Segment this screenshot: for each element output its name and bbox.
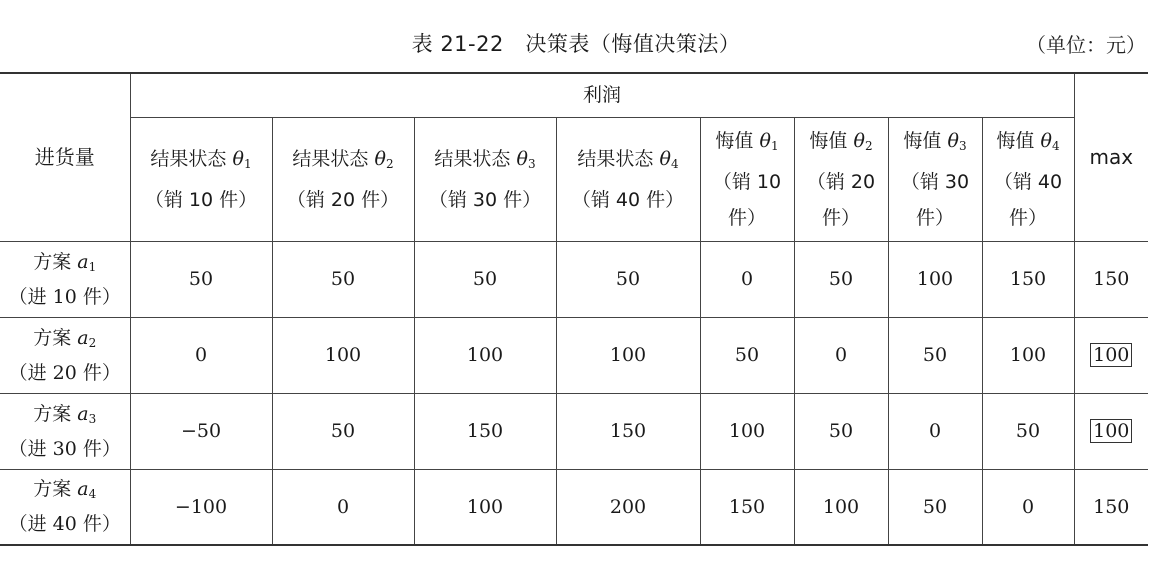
header-regret-state-3 [888,117,982,241]
alternative-name [0,323,130,358]
unit-note: （单位：元） [1026,33,1146,57]
alternative-var: a [77,326,89,349]
regret-prefix: 悔值 [903,129,942,152]
profit-cell: −100 [130,469,272,545]
regret-detail-line2: （销 20 [806,170,876,193]
regret-cell: 50 [888,469,982,545]
alternative-prefix: 方案 [33,250,72,273]
state-prefix: 结果状态 [292,147,369,170]
state-theta: θ [516,147,528,170]
profit-cell: 150 [414,393,556,469]
alternative-detail: （进 30 件） [8,437,121,460]
regret-detail-line2: （销 40 [993,170,1063,193]
table-row [0,317,1148,393]
regret-prefix: 悔值 [809,129,848,152]
max-value-boxed: 100 [1090,343,1132,367]
regret-detail-line3: 件） [1009,206,1048,229]
alternative-detail: （进 40 件） [8,513,121,536]
state-prefix: 结果状态 [150,147,227,170]
regret-prefix: 悔值 [715,129,754,152]
max-regret-cell [1074,393,1148,469]
alternative-var: a [77,478,89,501]
sub-header-row [0,117,1148,241]
state-detail: （销 40 件） [571,188,685,211]
regret-detail-line3: 件） [915,206,954,229]
state-subscript: 2 [385,156,394,171]
header-profit-state-4 [556,117,700,241]
header-profit-state-1 [130,117,272,241]
regret-name [795,123,888,164]
max-value: 150 [1093,495,1130,518]
profit-cell: 50 [130,241,272,317]
state-subscript: 1 [243,156,252,171]
table-row [0,393,1148,469]
regret-cell: 100 [794,469,888,545]
profit-cell: 150 [556,393,700,469]
state-subscript: 4 [670,156,679,171]
table-row [0,469,1148,545]
decision-table [0,72,1148,546]
profit-cell: 200 [556,469,700,545]
regret-detail-line2: （销 30 [900,170,970,193]
alternative-detail: （进 10 件） [8,285,121,308]
alternative-subscript: 2 [88,335,97,350]
state-detail: （销 10 件） [144,188,258,211]
profit-cell: 100 [272,317,414,393]
profit-cell: 100 [556,317,700,393]
table-caption: 表 21-22 决策表（悔值决策法） [411,32,741,56]
regret-detail-line3: 件） [727,206,766,229]
header-profit-group: 利润 [130,73,1074,117]
header-regret-state-1 [700,117,794,241]
state-detail: （销 20 件） [286,188,400,211]
state-name [273,141,414,182]
regret-name [889,123,982,164]
profit-cell: 50 [272,241,414,317]
profit-cell: 0 [130,317,272,393]
max-regret-cell [1074,241,1148,317]
table-body [0,241,1148,545]
regret-name [983,123,1074,164]
state-prefix: 结果状态 [434,147,511,170]
max-value-boxed: 100 [1090,419,1132,443]
state-name [557,141,700,182]
state-subscript: 3 [527,156,536,171]
alternative-subscript: 4 [88,487,97,502]
regret-subscript: 2 [864,138,873,153]
alternative-name [0,247,130,282]
alternative-prefix: 方案 [33,478,72,501]
regret-prefix: 悔值 [996,129,1035,152]
regret-cell: 0 [888,393,982,469]
row-label-alternative-2 [0,317,130,393]
state-prefix: 结果状态 [577,147,654,170]
row-label-alternative-1 [0,241,130,317]
header-max: max [1074,73,1148,241]
alternative-var: a [77,402,89,425]
regret-cell: 0 [982,469,1074,545]
regret-cell: 50 [794,241,888,317]
regret-cell: 50 [888,317,982,393]
header-row-label: 进货量 [0,73,130,241]
regret-name [701,123,794,164]
alternative-subscript: 1 [88,259,97,274]
header-regret-state-4 [982,117,1074,241]
regret-cell: 0 [700,241,794,317]
alternative-var: a [77,250,89,273]
regret-subscript: 4 [1051,138,1060,153]
header-regret-state-2 [794,117,888,241]
max-value: 150 [1093,268,1130,290]
profit-cell: 50 [272,393,414,469]
alternative-prefix: 方案 [33,326,72,349]
state-name [415,141,556,182]
regret-cell: 150 [700,469,794,545]
regret-theta: θ [759,129,771,152]
regret-cell: 100 [700,393,794,469]
state-theta: θ [232,147,244,170]
alternative-prefix: 方案 [33,402,72,425]
regret-theta: θ [1040,129,1052,152]
state-theta: θ [659,147,671,170]
alternative-subscript: 3 [88,411,97,426]
max-regret-cell [1074,317,1148,393]
max-regret-cell [1074,469,1148,545]
regret-cell: 100 [982,317,1074,393]
regret-detail-line2: （销 10 [712,170,782,193]
regret-cell: 0 [794,317,888,393]
profit-cell: −50 [130,393,272,469]
row-label-alternative-3 [0,393,130,469]
state-theta: θ [374,147,386,170]
header-profit-state-2 [272,117,414,241]
regret-cell: 50 [794,393,888,469]
profit-cell: 50 [556,241,700,317]
regret-cell: 150 [982,241,1074,317]
regret-subscript: 1 [770,138,779,153]
regret-cell: 50 [700,317,794,393]
state-detail: （销 30 件） [428,188,542,211]
alternative-name [0,474,130,509]
row-label-alternative-4 [0,469,130,545]
alternative-name [0,399,130,434]
regret-cell: 100 [888,241,982,317]
regret-subscript: 3 [958,138,967,153]
profit-cell: 50 [414,241,556,317]
alternative-detail: （进 20 件） [8,361,121,384]
profit-cell: 100 [414,317,556,393]
regret-detail-line3: 件） [821,206,860,229]
header-profit-state-3 [414,117,556,241]
table-row [0,241,1148,317]
profit-cell: 100 [414,469,556,545]
regret-theta: θ [853,129,865,152]
page-header [0,24,1152,64]
state-name [131,141,272,182]
regret-theta: θ [947,129,959,152]
profit-cell: 0 [272,469,414,545]
regret-cell: 50 [982,393,1074,469]
